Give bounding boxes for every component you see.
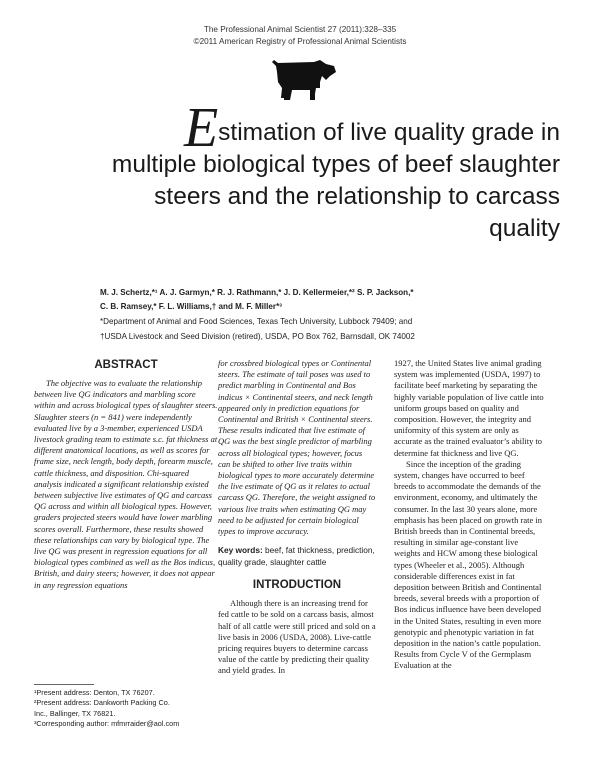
paper-title [100,97,560,245]
journal-citation: The Professional Animal Scientist 27 (2011):328–335 [203,25,397,34]
title-dropcap: E [183,97,219,159]
keywords [218,545,376,568]
journal-header [0,24,600,48]
abstract-heading: ABSTRACT [94,359,158,371]
column-middle [218,358,376,677]
footnote-2: ²Present address: Dankworth Packing Co. Inc., Ballinger, TX 76821. [34,698,170,718]
footnote-3: ³Corresponding author: mfmrraider@aol.com [34,718,180,728]
footnote-1: ¹Present address: Denton, TX 76207. [34,688,155,697]
affiliation-line-1: *Department of Animal and Food Sciences, Texas Tech University, Lubbock 79409; and [100,317,413,326]
introduction-paragraph-3: Since the inception of the grading system, changes have occurred to beef breeds to accommodate the demands of the environment, economy, and ultimately the consumer. In the last 30 years alone, more emphasis has been placed on growth rate in British breeds than in Continental breeds, resulting in similar age-constant live weights and HCW among these biological types (Wheeler et al., 2005). Although considerable differences exist in fat deposition between British and Continental breeds, several breeds with a proportion of Bos indicus influence have been developed in the United States, resulting in even more genotypic and phenotypic variation in fat deposition in the nation’s cattle population. Results from Cycle V of the Germplasm Evaluation at the [394,458,542,671]
introduction-paragraph-1: Although there is an increasing trend for fed cattle to be sold on a carcass basis, almost half of all cattle were still priced and sold on a live basis in 2006 (USDA, 2008). Live-cattle pricing requires buyers to determine carcass value of the cattle by predicting their quality and yield grades. In [218,598,376,676]
affiliation-line-2: †USDA Livestock and Seed Division (retired), USDA, PO Box 762, Barnsdall, OK 74002 [100,332,415,341]
author-list [100,286,540,314]
affiliations [100,314,540,344]
footnotes [34,688,184,729]
keywords-text: beef, fat thickness, prediction, quality grade, slaughter cattle [218,545,375,567]
column-left [34,358,218,591]
introduction-paragraph-2: 1927, the United States live animal grading system was implemented (USDA, 1997) to facilitate beef marketing by separating the highly variable population of live cattle into uniform groups based on quality and composition. However, the integrity and uniformity of this system are only as accurate as the trained evaluator’s ability to determine fat thickness and live QG. [394,358,544,458]
keywords-label: Key words: [218,545,263,556]
cow-silhouette-icon [268,52,338,102]
abstract-paragraph-2: for crossbred biological types or Continental steers. The estimate of tail poses was used to predict marbling in Continental and Bos indicus × Continental steers, and neck length appeared only in prediction equations for Continental and British × Continental steers. These results indicated that live estimate of QG was the best single predictor of marbling across all biological types; however, focus can be shifted to other live traits within biological types to more accurately determine the live estimate of QG as it relates to actual carcass QG. Therefore, the weight assigned to various live traits when estimating QG may need to be adjusted for certain biological types to improve accuracy. [218,358,376,537]
abstract-paragraph-1: The objective was to evaluate the relationship between live QG indicators and marbling score within and across biological types of slaughter steers. Slaughter steers (n = 841) were independently evaluated live by a 3-member, experienced USDA livestock grading team to estimate s.c. fat thickness at different anatomical locations, as well as scores for frame size, neck length, body depth, forearm muscle, cattle thickness, and disposition. Chi-squared analysis indicated a significant relationship existed between subjective live estimates of QG and carcass QG across and within all biological types. However, graders projected steers would have lower marbling scores overall. Furthermore, these results showed these relationships can vary by biological type. The live QG was present in regression equations for all biological types combined as well as the Bos indicus, British, and dairy steers; however, it does not appear in any regression equations [34,378,218,590]
title-text: stimation of live quality grade in multiple biological types of beef slaughter steers and the relationship to carcass quality [111,119,560,242]
footnote-divider [34,684,94,685]
introduction-heading: INTRODUCTION [252,579,342,592]
authors-line-1: M. J. Schertz,*¹ A. J. Garmyn,* R. J. Rathmann,* J. D. Kellermeier,*² S. P. Jackson,* [100,288,414,297]
authors-line-2: C. B. Ramsey,* F. L. Williams,† and M. F. Miller*³ [100,302,282,311]
column-right [394,358,544,672]
copyright-notice: ©2011 American Registry of Professional Animal Scientists [193,37,407,46]
